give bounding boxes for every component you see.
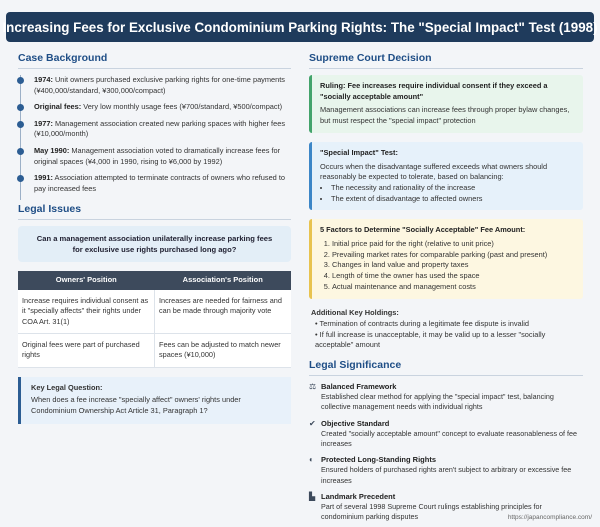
significance-text: Established clear method for applying the "special impact" test, balancing collective management needs with individual rights [321, 392, 554, 412]
significance-title: Objective Standard [321, 418, 390, 428]
decision-heading: Supreme Court Decision [309, 52, 583, 69]
timeline-text: Very low monthly usage fees (¥700/standard, ¥500/compact) [81, 102, 283, 112]
significance-text: Created "socially acceptable amount" concept to evaluate reasonableness of fee increases [321, 428, 578, 448]
timeline-dot-icon [17, 175, 24, 182]
special-impact-box [309, 142, 583, 211]
building-icon: ▙ [309, 491, 316, 501]
list-item: • The necessity and rationality of the increase [331, 183, 575, 194]
special-impact-title: "Special Impact" Test: [320, 147, 398, 157]
check-icon: ✔ [309, 418, 316, 428]
significance-item [309, 455, 583, 486]
owners-position-header: Owners' Position [18, 271, 155, 289]
special-impact-list [320, 183, 575, 204]
scale-icon: ⚖ [309, 381, 317, 391]
factors-list [320, 239, 575, 293]
ruling-box [309, 75, 583, 133]
timeline [18, 75, 291, 200]
table-cell: Fees can be adjusted to match newer spaces (¥10,000) [155, 333, 292, 367]
list-item: 3. Changes in land value and property taxes [332, 260, 575, 271]
timeline-text: Unit owners purchased exclusive parking rights for one-time payments (¥400,000/standard, ¥300,000/compact) [34, 75, 285, 95]
factors-title: 5 Factors to Determine "Socially Acceptable" Fee Amount: [320, 225, 526, 235]
list-item: 5. Actual maintenance and management costs [332, 282, 575, 293]
page-title: Increasing Fees for Exclusive Condominium Parking Rights: The "Special Impact" Test (1998) [6, 12, 594, 42]
significance-title: Landmark Precedent [321, 491, 396, 501]
holdings-title: Additional Key Holdings: [311, 307, 399, 317]
table-row [18, 290, 291, 334]
timeline-item [20, 102, 291, 119]
timeline-label: 1991: [34, 173, 53, 183]
key-question-title: Key Legal Question: [31, 382, 103, 392]
timeline-label: May 1990: [34, 145, 70, 155]
timeline-dot-icon [17, 104, 24, 111]
significance-item [309, 419, 583, 450]
timeline-dot-icon [17, 77, 24, 84]
timeline-item [20, 75, 291, 102]
timeline-dot-icon [17, 148, 24, 155]
left-column [18, 52, 291, 424]
association-position-header: Association's Position [155, 271, 292, 289]
issue-question: Can a management association unilaterally increase parking fees for exclusive use rights purchased long ago? [18, 226, 291, 262]
significance-text: Ensured holders of purchased rights aren't subject to arbitrary or excessive fee increases [321, 465, 572, 485]
ruling-title: Ruling: Fee increases require individual consent if they exceed a "socially acceptable amount" [320, 81, 548, 101]
timeline-item [20, 119, 291, 146]
case-background-heading: Case Background [18, 52, 291, 69]
timeline-text: Management association voted to dramatically increase fees for original spaces (¥4,000 in 1990, rising to ¥6,000 by 1992) [34, 145, 281, 166]
timeline-item [20, 173, 291, 200]
significance-title: Protected Long-Standing Rights [321, 455, 436, 465]
holdings-list [311, 319, 583, 351]
significance-heading: Legal Significance [309, 359, 583, 376]
timeline-label: 1977: [34, 118, 53, 128]
significance-item [309, 382, 583, 413]
timeline-label: Original fees: [34, 102, 82, 112]
table-cell: Increase requires individual consent as it "specially affects" their rights under COA Art. 31(1) [18, 290, 155, 334]
key-question-text: When does a fee increase "specially affect" owners' rights under Condominium Ownership Act Article 31, Paragraph 1? [31, 395, 241, 415]
timeline-label: 1974: [34, 75, 53, 84]
table-header-row [18, 271, 291, 289]
list-item: • Termination of contracts during a legitimate fee dispute is invalid [315, 319, 583, 330]
key-question-box [18, 377, 291, 424]
timeline-item [20, 146, 291, 173]
footer-url: https://japancompliance.com/ [507, 514, 592, 521]
table-cell: Increases are needed for fairness and can be made through majority vote [155, 290, 292, 334]
legal-issues-heading: Legal Issues [18, 203, 291, 220]
list-item: 4. Length of time the owner has used the space [332, 271, 575, 282]
holdings-section [309, 308, 583, 351]
ruling-text: Management associations can increase fees through proper bylaw changes, but must respect the "special impact" protection [320, 105, 570, 126]
table-row [18, 333, 291, 367]
list-item: • The extent of disadvantage to affected owners [331, 194, 575, 205]
special-impact-text: Occurs when the disadvantage suffered exceeds what owners should reasonably be expected to tolerate, based on balancing: [320, 161, 548, 182]
significance-text: Part of several 1998 Supreme Court rulings establishing principles for condominium parking disputes [321, 501, 542, 522]
list-item: 1. Initial price paid for the right (relative to unit price) [332, 239, 575, 250]
timeline-text: Association attempted to terminate contracts of owners who refused to pay increased fees [34, 173, 286, 193]
positions-table [18, 271, 291, 367]
factors-box [309, 219, 583, 298]
list-item: 2. Prevailing market rates for comparable parking (past and present) [332, 250, 575, 261]
right-column [309, 52, 583, 527]
timeline-dot-icon [17, 121, 24, 128]
list-item: • If full increase is unacceptable, it may be valid up to a lesser "socially acceptable" amount [315, 330, 583, 351]
shield-icon: ◐ [309, 455, 314, 465]
timeline-text: Management association created new parking spaces with higher fees (¥10,000/month) [34, 118, 286, 139]
significance-title: Balanced Framework [321, 381, 397, 391]
table-cell: Original fees were part of purchased rights [18, 333, 155, 367]
